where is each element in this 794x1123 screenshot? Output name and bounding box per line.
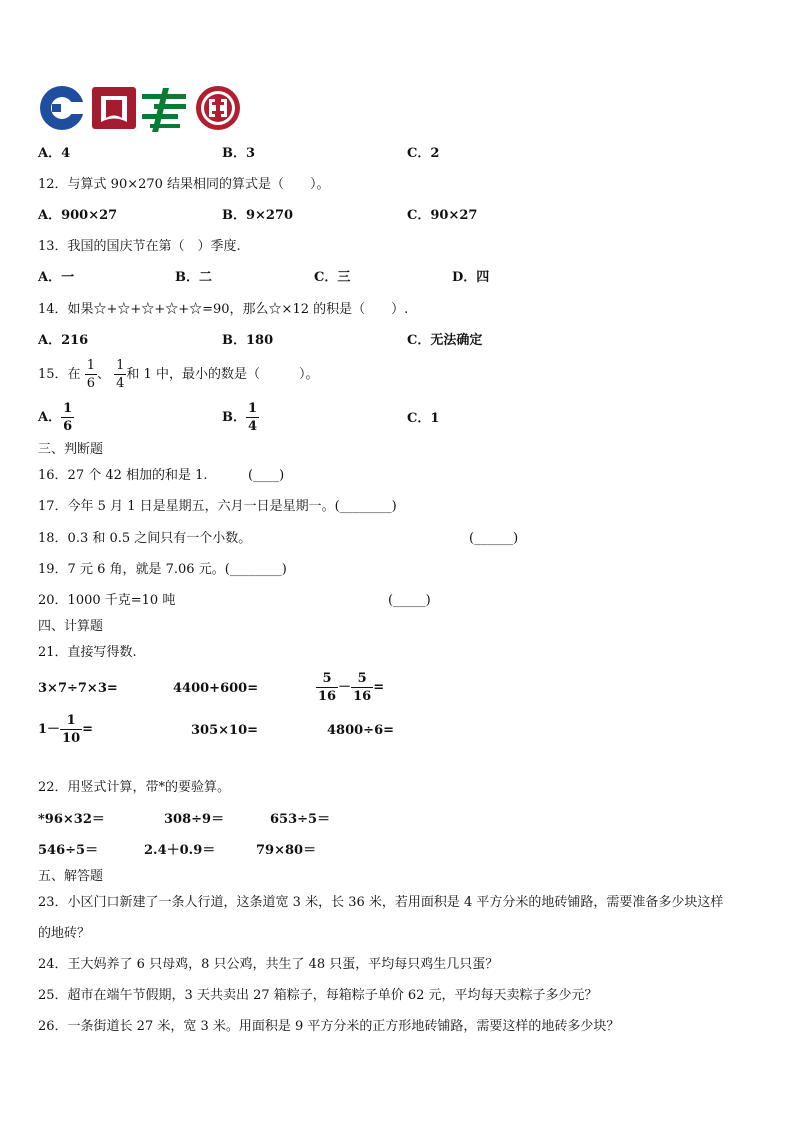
q11-option-a: A．4 <box>38 146 71 161</box>
q11-option-b: B．3 <box>222 146 256 161</box>
q16-text: 16．27 个 42 相加的和是 1. <box>38 468 208 483</box>
q21-expr-4 <box>38 711 93 749</box>
q20-blank: (_____) <box>388 593 431 608</box>
q21-expr-3-d1: 16 <box>318 689 337 704</box>
q19-text: 19．7 元 6 角，就是 7.06 元。(________) <box>38 562 287 577</box>
q21-expr-6: 4800÷6= <box>327 723 395 738</box>
q15-f2-numerator: 1 <box>116 358 125 373</box>
q17-text: 17．今年 5 月 1 日是星期五，六月一日是星期一。(________) <box>38 499 397 514</box>
q25-text: 25．超市在端午节假期，3 天共卖出 27 箱粽子，每箱粽子单价 62 元，平均每天卖粽子多少元？ <box>38 988 598 1003</box>
q13-option-c: C．三 <box>314 270 351 285</box>
bank-logos <box>38 84 244 132</box>
q22-expr-5: 2.4＋0.9＝ <box>144 843 216 858</box>
q22-stem: 22．用竖式计算，带*的要验算。 <box>38 780 231 795</box>
q21-stem: 21．直接写得数. <box>38 645 137 660</box>
q15-f1-numerator: 1 <box>86 358 95 373</box>
q15-stem <box>38 356 318 394</box>
q21-expr-1: 3×7÷7×3= <box>38 681 118 696</box>
q18-blank: (______) <box>469 531 519 546</box>
q23-line-2: 的地砖？ <box>38 926 91 941</box>
q15-f1-denominator: 6 <box>86 376 95 391</box>
q21-expr-4-d: 10 <box>62 731 81 746</box>
q15-tail: 和 1 中，最小的数是（ ）。 <box>126 367 319 382</box>
q14-option-a: A．216 <box>38 333 89 348</box>
q12-stem: 12．与算式 90×270 结果相同的算式是（ ）。 <box>38 177 330 192</box>
q22-expr-2: 308÷9＝ <box>164 812 225 827</box>
q13-stem: 13．我国的国庆节在第（ ）季度. <box>38 239 241 254</box>
q20-text: 20．1000 千克=10 吨 <box>38 593 176 608</box>
q21-expr-5: 305×10= <box>191 723 259 738</box>
q22-expr-3: 653÷5＝ <box>270 812 331 827</box>
q15-option-a-fraction <box>61 400 74 435</box>
q15-option-a-denominator: 6 <box>63 419 73 434</box>
q21-expr-3-n1: 5 <box>316 670 338 688</box>
q22-expr-4: 546÷5＝ <box>38 843 99 858</box>
q24-text: 24．王大妈养了 6 只母鸡，8 只公鸡，共生了 48 只蛋，平均每只鸡生几只蛋？ <box>38 957 499 972</box>
q15-f2-denominator: 4 <box>116 376 125 391</box>
q21-expr-3-frac-2 <box>351 670 373 705</box>
section-4-heading: 四、计算题 <box>38 619 104 634</box>
bocom-logo-icon <box>92 87 136 129</box>
icbc-logo-icon <box>196 86 240 130</box>
q12-option-b: B．9×270 <box>222 208 294 223</box>
q15-number: 15．在 <box>38 367 81 382</box>
q15-option-a <box>38 399 74 437</box>
q15-option-b-fraction <box>246 400 259 435</box>
q21-expr-3-n2: 5 <box>351 670 373 688</box>
q21-expr-3-op: － <box>338 680 352 695</box>
q22-expr-6: 79×80＝ <box>256 843 317 858</box>
q21-expr-3 <box>316 669 384 707</box>
q15-separator: 、 <box>96 367 110 382</box>
q15-option-b-numerator: 1 <box>248 401 258 416</box>
section-3-heading: 三、判断题 <box>38 442 104 457</box>
q21-expr-3-frac-1 <box>316 670 338 705</box>
q15-option-b-label: B． <box>222 410 246 425</box>
q13-option-a: A．一 <box>38 270 75 285</box>
q21-expr-4-n: 1 <box>60 712 82 730</box>
q26-text: 26．一条街道长 27 米，宽 3 米。用面积是 9 平方分米的正方形地砖铺路，需要这样的地砖多少块？ <box>38 1019 620 1034</box>
q21-expr-4-prefix: 1－ <box>38 722 61 737</box>
q15-fraction-1 <box>85 357 97 392</box>
q21-expr-4-eq: = <box>82 722 94 737</box>
section-5-heading: 五、解答题 <box>38 869 104 884</box>
q21-expr-3-d2: 16 <box>353 689 372 704</box>
post-logo-icon <box>142 88 186 132</box>
q14-stem: 14．如果☆+☆+☆+☆+☆=90，那么☆×12 的积是（ ）. <box>38 302 409 317</box>
ccb-logo-icon <box>40 86 85 130</box>
q11-option-c: C．2 <box>407 146 440 161</box>
q14-option-b: B．180 <box>222 333 274 348</box>
q15-option-b-denominator: 4 <box>248 419 258 434</box>
q13-option-b: B．二 <box>175 270 212 285</box>
q15-option-a-label: A． <box>38 410 62 425</box>
q15-option-b <box>222 399 259 437</box>
q12-option-c: C．90×27 <box>407 208 478 223</box>
q15-option-c: C．1 <box>407 411 440 426</box>
q21-expr-4-frac <box>60 712 82 747</box>
q21-expr-2: 4400+600= <box>173 681 259 696</box>
q23-line-1: 23．小区门口新建了一条人行道，这条道宽 3 米，长 36 米，若用面积是 4 平方分米的地砖铺路，需要准备多少块这样 <box>38 895 724 910</box>
q22-expr-1: *96×32＝ <box>38 812 105 827</box>
q18-text: 18．0.3 和 0.5 之间只有一个小数。 <box>38 531 252 546</box>
q13-option-d: D．四 <box>452 270 490 285</box>
bank-logos-svg <box>38 84 244 134</box>
q14-option-c: C．无法确定 <box>407 333 483 348</box>
q15-option-a-numerator: 1 <box>63 401 73 416</box>
q16-blank: (____) <box>248 468 285 483</box>
q21-expr-3-eq: = <box>373 680 385 695</box>
q12-option-a: A．900×27 <box>38 208 118 223</box>
q15-fraction-2 <box>114 357 126 392</box>
